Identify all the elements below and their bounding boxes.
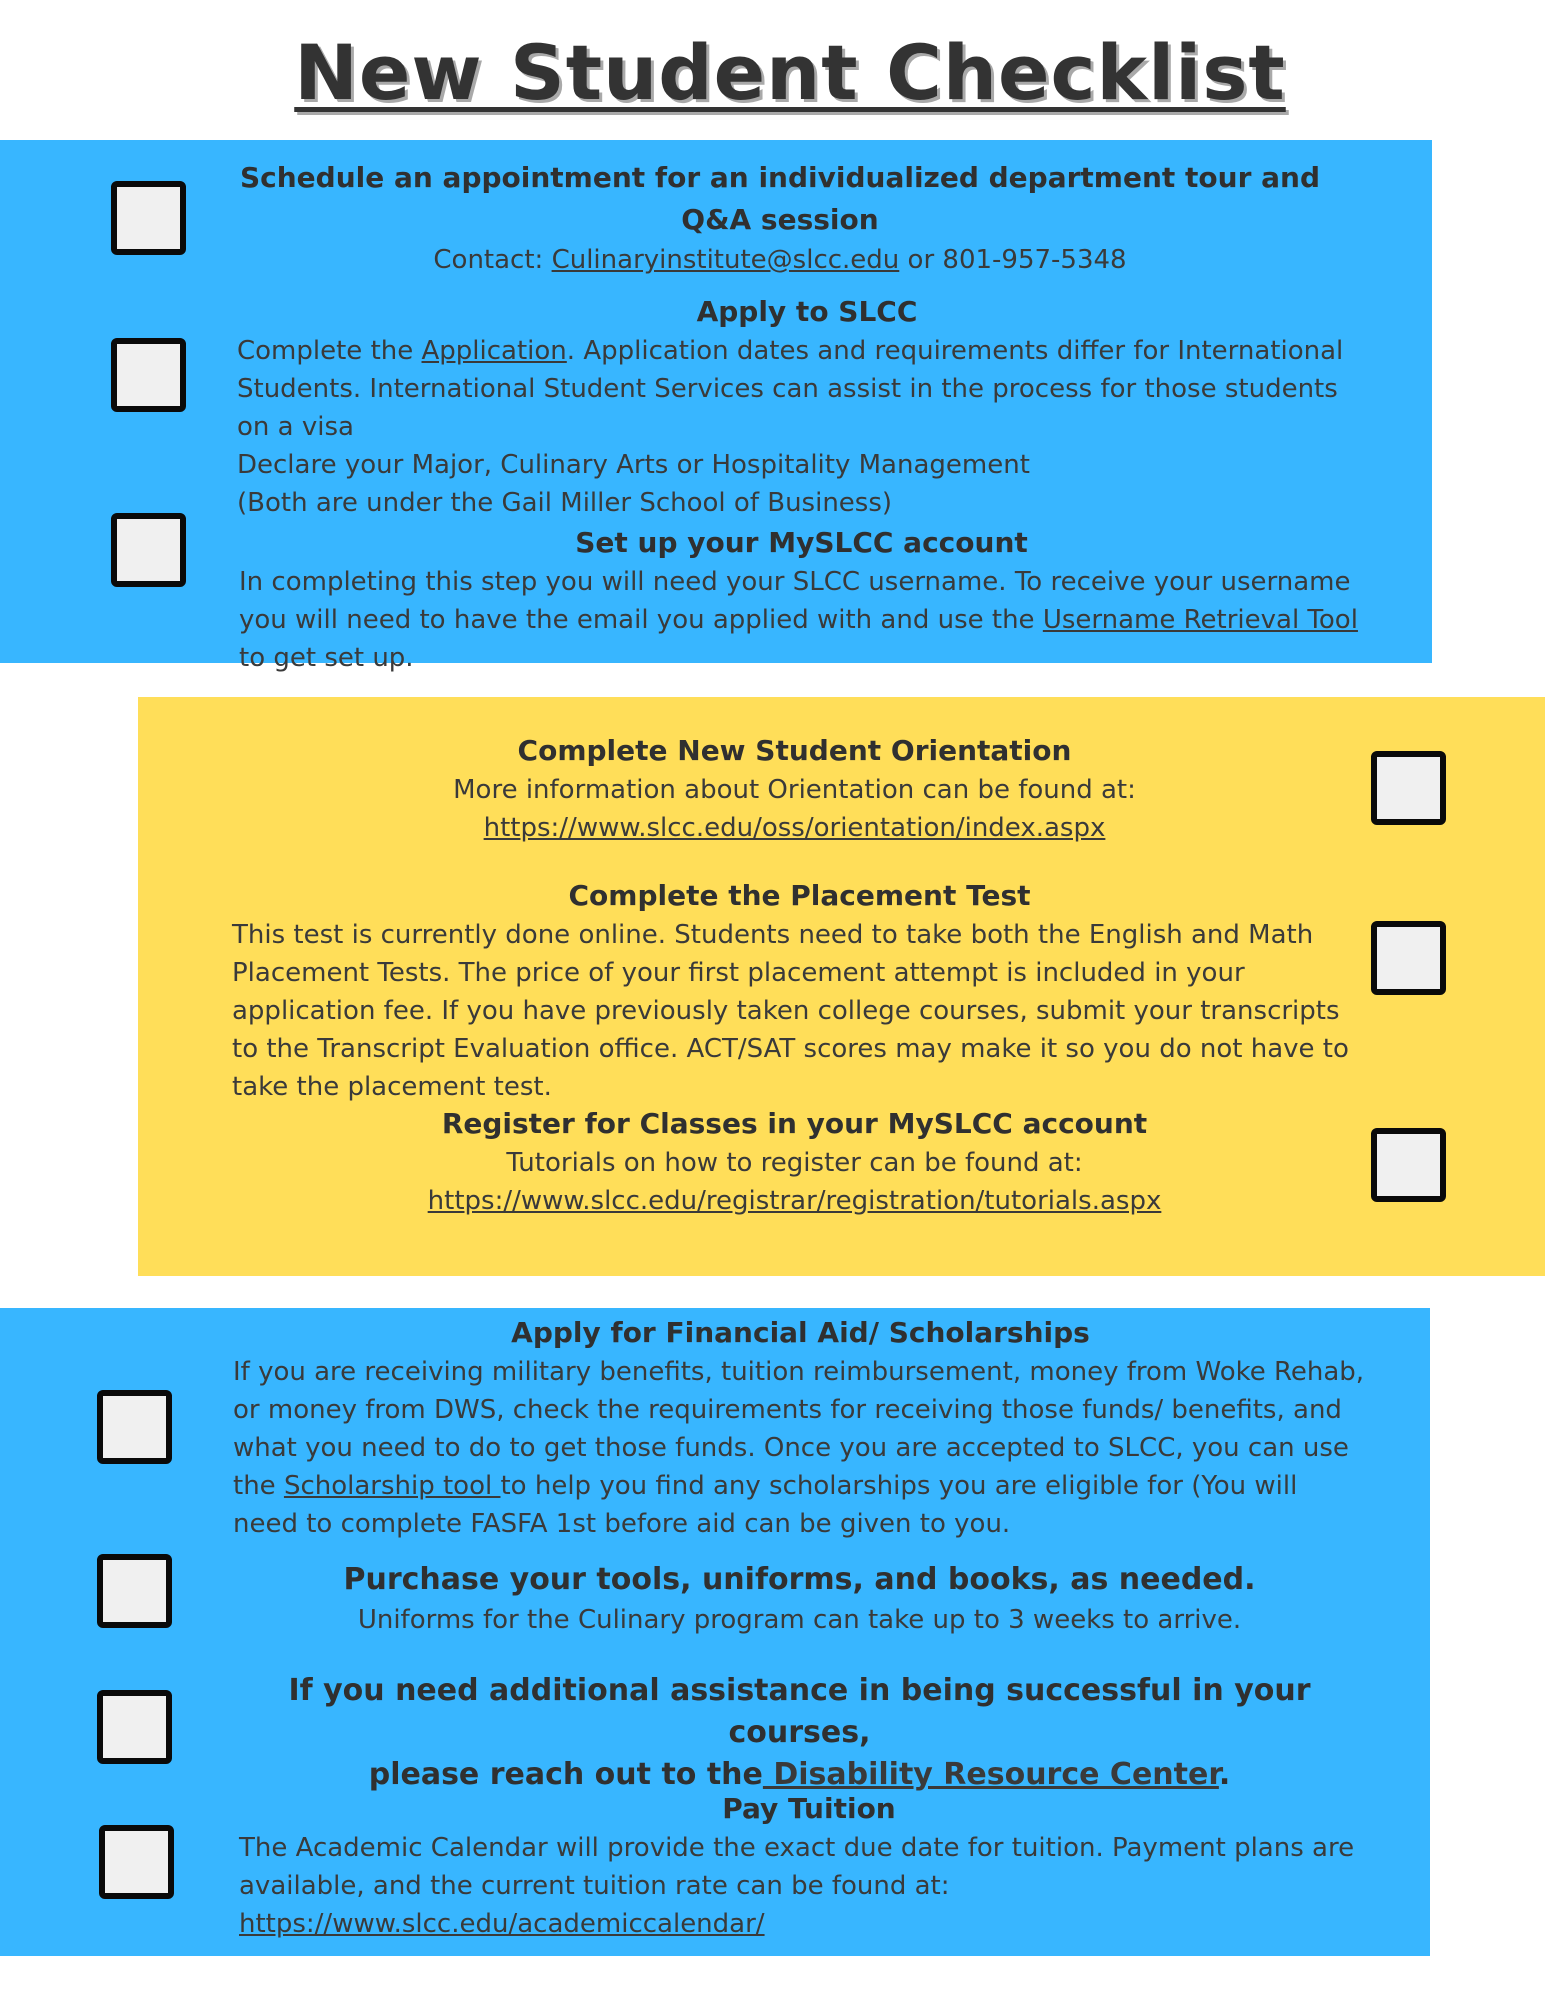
register-tutorials-text: Tutorials on how to register can be found at: bbox=[506, 1148, 1083, 1178]
orientation-heading: Complete New Student Orientation bbox=[517, 734, 1072, 767]
checkbox-placement-test[interactable] bbox=[1371, 921, 1446, 995]
checkbox-additional-assistance[interactable] bbox=[97, 1690, 172, 1764]
myslcc-account-heading: Set up your MySLCC account bbox=[575, 526, 1028, 559]
schedule-appointment-item bbox=[215, 157, 1345, 279]
apply-suffix: . Application dates and requirements differ for International Students. International Student Services can assist in the process for those students on a visa bbox=[237, 336, 1344, 442]
academic-calendar-link[interactable]: https://www.slcc.edu/academiccalendar/ bbox=[239, 1909, 765, 1939]
purchase-tools-item bbox=[232, 1559, 1367, 1639]
apply-prefix: Complete the bbox=[237, 336, 422, 366]
application-link[interactable]: Application bbox=[421, 336, 567, 366]
scholarship-tool-link[interactable]: Scholarship tool bbox=[283, 1471, 501, 1501]
page-title: New Student Checklist bbox=[294, 28, 1286, 117]
checkbox-purchase-tools[interactable] bbox=[97, 1554, 172, 1628]
register-classes-item bbox=[232, 1104, 1357, 1220]
pay-tuition-item bbox=[239, 1789, 1379, 1943]
placement-test-body: This test is currently done online. Students need to take both the English and Math Placement Tests. The price of your first placement attempt is included in your application fee. If you have previously taken college courses, submit your transcripts to the Transcript Evaluation office. ACT/SAT scores may make it so you do not have to take the placement test. bbox=[232, 920, 1349, 1102]
assistance-line-1: If you need additional assistance in being successful in your courses, bbox=[288, 1673, 1311, 1750]
placement-test-heading: Complete the Placement Test bbox=[568, 879, 1031, 912]
pay-tuition-heading: Pay Tuition bbox=[722, 1792, 896, 1825]
schedule-appointment-heading: Schedule an appointment for an individualized department tour and Q&A session bbox=[239, 161, 1321, 236]
checkbox-apply-slcc[interactable] bbox=[111, 338, 186, 412]
apply-slcc-heading: Apply to SLCC bbox=[696, 295, 918, 328]
assistance-prefix: please reach out to the bbox=[368, 1757, 763, 1792]
myslcc-account-body bbox=[239, 563, 1364, 677]
finaid-suffix: to help you find any scholarships you are eligible for (You will need to complete FASFA 1st before aid can be given to you. bbox=[233, 1471, 1298, 1539]
register-classes-heading: Register for Classes in your MySLCC account bbox=[441, 1107, 1148, 1140]
financial-aid-heading: Apply for Financial Aid/ Scholarships bbox=[511, 1316, 1090, 1349]
assistance-suffix: . bbox=[1218, 1757, 1231, 1792]
checkbox-schedule-appointment[interactable] bbox=[111, 181, 186, 255]
declare-major-text: Declare your Major, Culinary Arts or Hospitality Management bbox=[237, 450, 1030, 480]
contact-suffix: or 801-957-5348 bbox=[899, 245, 1127, 275]
orientation-item bbox=[232, 731, 1357, 847]
apply-slcc-body bbox=[237, 332, 1377, 446]
business-school-text: (Both are under the Gail Miller School of Business) bbox=[237, 488, 893, 518]
registration-tutorials-link[interactable]: https://www.slcc.edu/registrar/registration/tutorials.aspx bbox=[427, 1186, 1162, 1216]
myslcc-prefix: In completing this step you will need your SLCC username. To receive your username you will need to have the email you applied with and use the bbox=[239, 567, 1351, 635]
tuition-prefix: The Academic Calendar will provide the exact due date for tuition. Payment plans are available, and the current tuition rate can be found at: bbox=[239, 1833, 1355, 1901]
myslcc-account-item bbox=[239, 523, 1364, 677]
checkbox-register-classes[interactable] bbox=[1371, 1128, 1446, 1202]
financial-aid-item bbox=[233, 1313, 1368, 1543]
orientation-link[interactable]: https://www.slcc.edu/oss/orientation/index.aspx bbox=[483, 813, 1106, 843]
financial-aid-body bbox=[233, 1353, 1368, 1543]
uniforms-note: Uniforms for the Culinary program can take up to 3 weeks to arrive. bbox=[357, 1605, 1242, 1635]
checkbox-orientation[interactable] bbox=[1371, 751, 1446, 825]
pay-tuition-body bbox=[239, 1829, 1379, 1943]
placement-test-item bbox=[232, 876, 1367, 1106]
apply-slcc-item bbox=[237, 292, 1377, 522]
myslcc-suffix: to get set up. bbox=[239, 643, 414, 673]
checkbox-financial-aid[interactable] bbox=[97, 1390, 172, 1464]
checkbox-myslcc-account[interactable] bbox=[111, 513, 186, 587]
finaid-prefix: If you are receiving military benefits, tuition reimbursement, money from Woke Rehab, or money from DWS, check the requirements for receiving those funds/ benefits, and what you need to do to get those funds. Once you are accepted to SLCC, you can use the bbox=[233, 1357, 1365, 1501]
contact-prefix: Contact: bbox=[433, 245, 552, 275]
orientation-info: More information about Orientation can be found at: bbox=[453, 775, 1136, 805]
username-retrieval-link[interactable]: Username Retrieval Tool bbox=[1042, 605, 1358, 635]
purchase-tools-heading: Purchase your tools, uniforms, and books, as needed. bbox=[343, 1562, 1256, 1597]
contact-email-link[interactable]: Culinaryinstitute@slcc.edu bbox=[551, 245, 900, 275]
additional-assistance-item bbox=[232, 1670, 1367, 1796]
checkbox-pay-tuition[interactable] bbox=[99, 1825, 174, 1899]
contact-line bbox=[215, 241, 1345, 279]
disability-resource-center-link[interactable]: Disability Resource Center bbox=[762, 1757, 1219, 1792]
